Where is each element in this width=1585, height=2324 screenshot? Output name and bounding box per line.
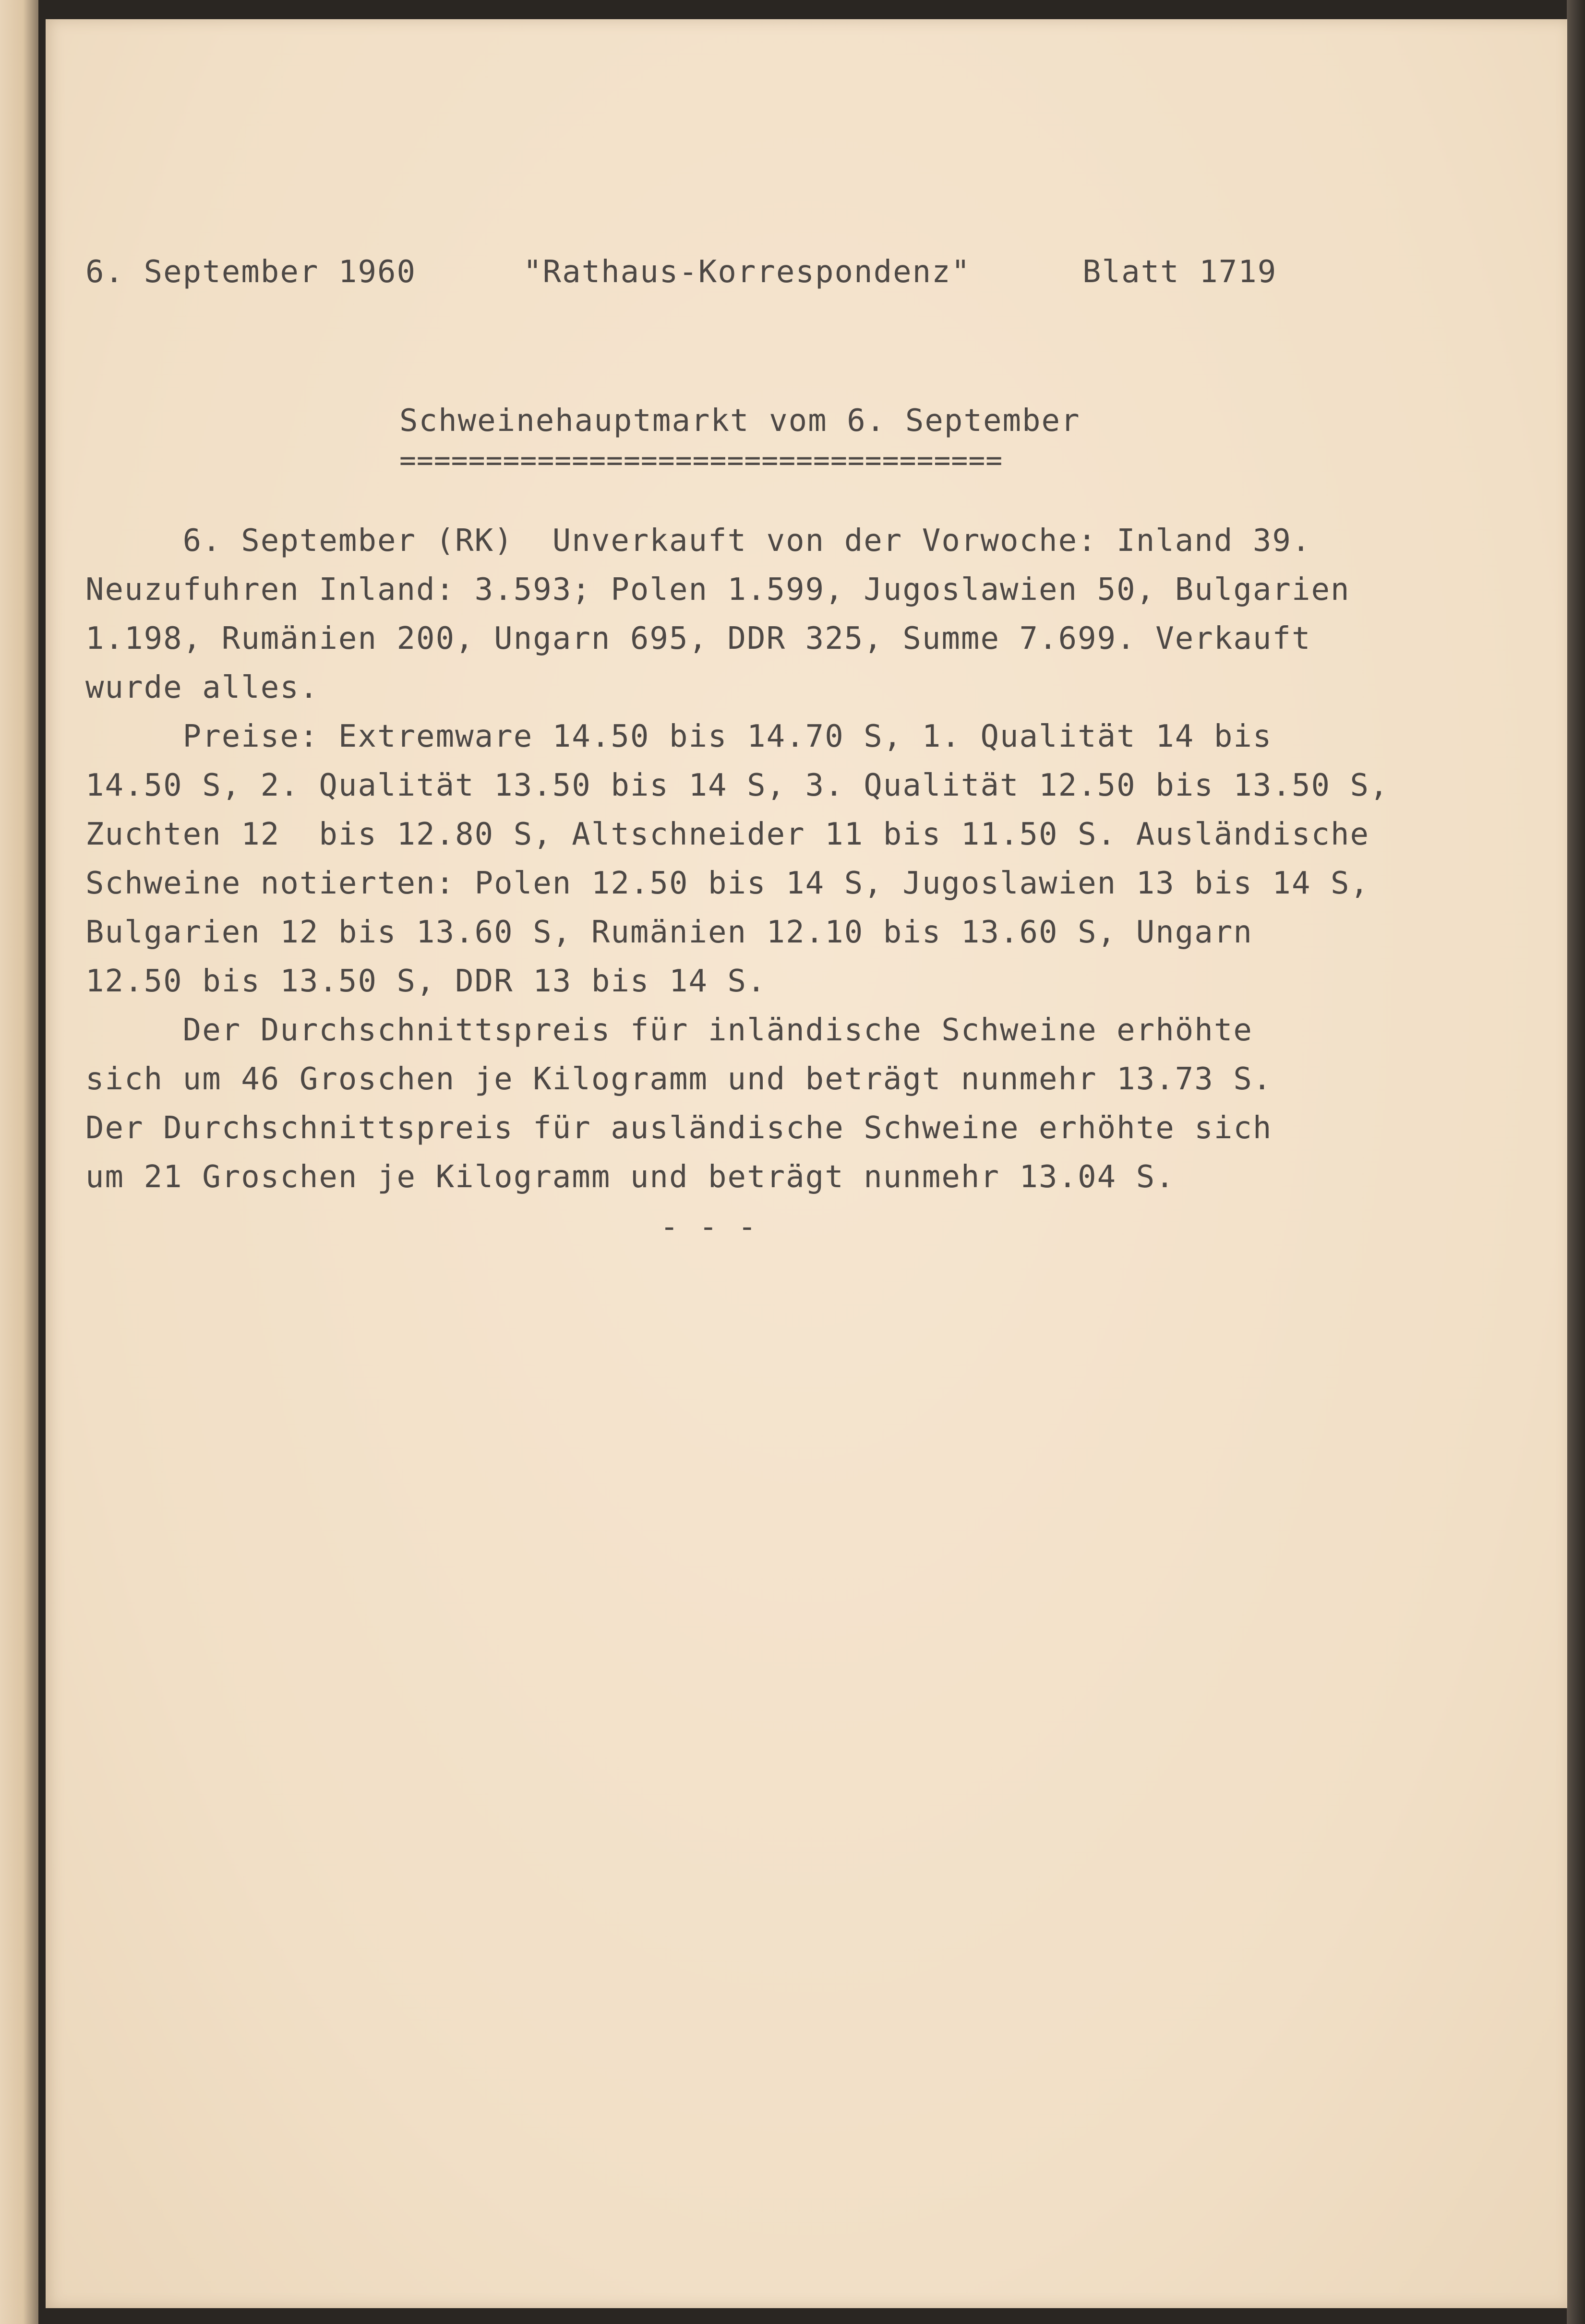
body-line: Bulgarien 12 bis 13.60 S, Rumänien 12.10 bis 13.60 S, Ungarn (85, 915, 1253, 950)
body-line: sich um 46 Groschen je Kilogramm und beträgt nunmehr 13.73 S. (85, 1061, 1273, 1097)
body-line: Der Durchschnittspreis für ausländische Schweine erhöhte sich (85, 1110, 1273, 1146)
body-line: um 21 Groschen je Kilogramm und beträgt nunmehr 13.04 S. (85, 1159, 1175, 1195)
body-line: 1.198, Rumänien 200, Ungarn 695, DDR 325, Summe 7.699. Verkauft (85, 621, 1311, 656)
body-line: 6. September (RK) Unverkauft von der Vorwoche: Inland 39. (85, 523, 1311, 559)
body-line: Der Durchschnittspreis für inländische Schweine erhöhte (85, 1013, 1253, 1048)
header-publication: "Rathaus-Korrespondenz" (523, 254, 971, 290)
body-line: Schweine notierten: Polen 12.50 bis 14 S, Jugoslawien 13 bis 14 S, (85, 866, 1370, 901)
header-sheet-number: Blatt 1719 (1082, 254, 1277, 290)
end-mark: - - - (660, 1209, 757, 1245)
body-line: Preise: Extremware 14.50 bis 14.70 S, 1. Qualität 14 bis (85, 719, 1273, 754)
body-line: 12.50 bis 13.50 S, DDR 13 bis 14 S. (85, 964, 767, 999)
article-title: Schweinehauptmarkt vom 6. September (399, 403, 1081, 439)
title-underline: =================================== (399, 444, 1003, 477)
body-line: Zuchten 12 bis 12.80 S, Altschneider 11 bis 11.50 S. Ausländische (85, 817, 1370, 852)
previous-page-edge (0, 0, 38, 2324)
body-line: wurde alles. (85, 670, 319, 705)
body-line: Neuzufuhren Inland: 3.593; Polen 1.599, Jugoslawien 50, Bulgarien (85, 572, 1350, 608)
header-date: 6. September 1960 (85, 254, 417, 290)
body-line: 14.50 S, 2. Qualität 13.50 bis 14 S, 3. Qualität 12.50 bis 13.50 S, (85, 768, 1389, 803)
binding-edge (1567, 0, 1585, 2324)
